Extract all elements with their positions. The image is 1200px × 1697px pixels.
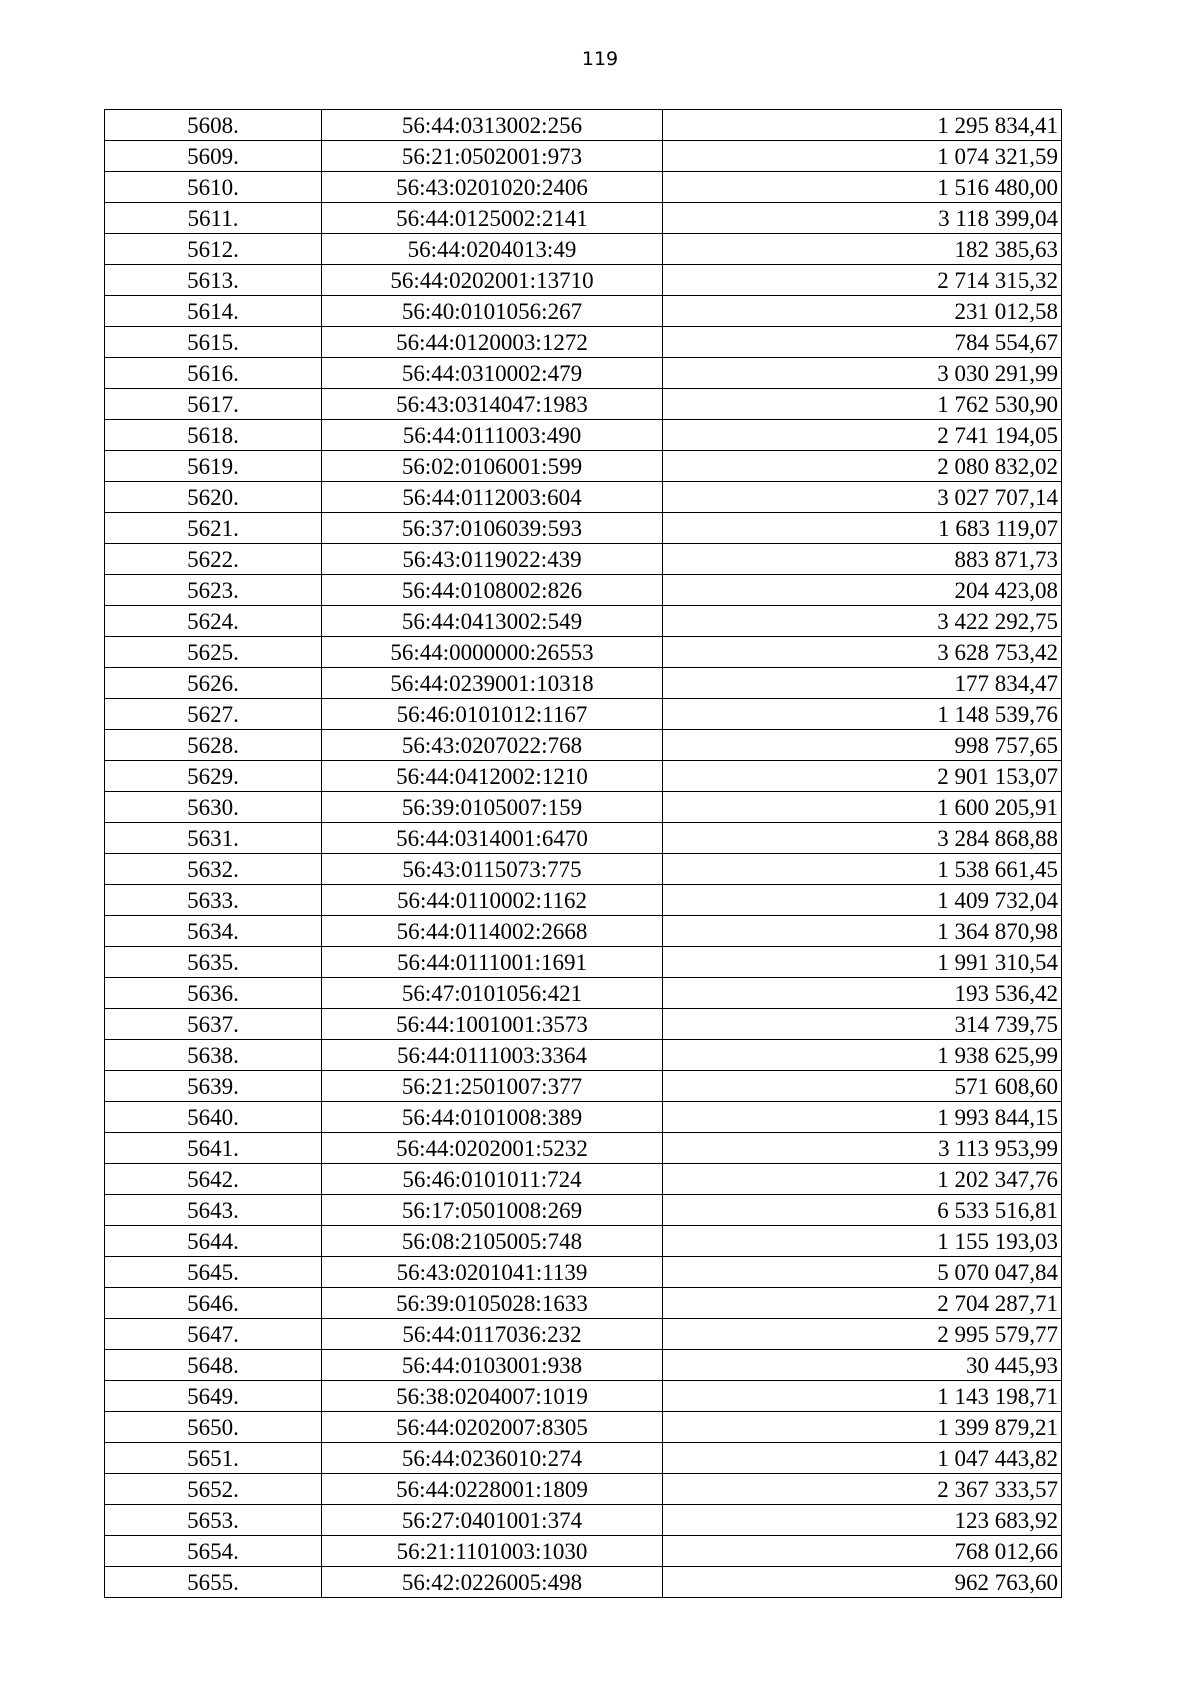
- cadastral-number-cell: 56:44:0202001:13710: [322, 265, 663, 296]
- cadastral-number-cell: 56:44:0112003:604: [322, 482, 663, 513]
- row-number-cell: 5636.: [105, 978, 322, 1009]
- cadastral-value-cell: 177 834,47: [663, 668, 1062, 699]
- table-row: [105, 544, 1062, 575]
- row-number-cell: 5626.: [105, 668, 322, 699]
- cadastral-value-cell: 193 536,42: [663, 978, 1062, 1009]
- row-number-cell: 5624.: [105, 606, 322, 637]
- cadastral-number-cell: 56:44:0000000:26553: [322, 637, 663, 668]
- cadastral-number-cell: 56:44:0202001:5232: [322, 1133, 663, 1164]
- row-number-cell: 5618.: [105, 420, 322, 451]
- cadastral-number-cell: 56:44:0101008:389: [322, 1102, 663, 1133]
- row-number-cell: 5613.: [105, 265, 322, 296]
- table-row: [105, 1567, 1062, 1598]
- row-number-cell: 5631.: [105, 823, 322, 854]
- cadastral-number-cell: 56:44:0111001:1691: [322, 947, 663, 978]
- cadastral-value-cell: 3 113 953,99: [663, 1133, 1062, 1164]
- cadastral-number-cell: 56:43:0314047:1983: [322, 389, 663, 420]
- cadastral-number-cell: 56:43:0207022:768: [322, 730, 663, 761]
- cadastral-number-cell: 56:44:0228001:1809: [322, 1474, 663, 1505]
- cadastral-value-cell: 1 399 879,21: [663, 1412, 1062, 1443]
- table-row: [105, 668, 1062, 699]
- cadastral-number-cell: 56:21:1101003:1030: [322, 1536, 663, 1567]
- row-number-cell: 5630.: [105, 792, 322, 823]
- table-row: [105, 1350, 1062, 1381]
- table-row: [105, 854, 1062, 885]
- cadastral-number-cell: 56:17:0501008:269: [322, 1195, 663, 1226]
- cadastral-value-cell: 1 538 661,45: [663, 854, 1062, 885]
- row-number-cell: 5638.: [105, 1040, 322, 1071]
- table-row: [105, 203, 1062, 234]
- table-row: [105, 1474, 1062, 1505]
- cadastral-value-cell: 123 683,92: [663, 1505, 1062, 1536]
- cadastral-number-cell: 56:43:0201041:1139: [322, 1257, 663, 1288]
- cadastral-value-cell: 1 762 530,90: [663, 389, 1062, 420]
- cadastral-number-cell: 56:44:0108002:826: [322, 575, 663, 606]
- cadastral-number-cell: 56:44:0239001:10318: [322, 668, 663, 699]
- table-row: [105, 513, 1062, 544]
- cadastral-number-cell: 56:39:0105007:159: [322, 792, 663, 823]
- row-number-cell: 5609.: [105, 141, 322, 172]
- table-row: [105, 1443, 1062, 1474]
- row-number-cell: 5615.: [105, 327, 322, 358]
- cadastral-value-cell: 6 533 516,81: [663, 1195, 1062, 1226]
- cadastral-value-cell: 182 385,63: [663, 234, 1062, 265]
- table-row: [105, 885, 1062, 916]
- cadastral-number-cell: 56:44:0117036:232: [322, 1319, 663, 1350]
- table-row: [105, 1071, 1062, 1102]
- cadastral-number-cell: 56:21:0502001:973: [322, 141, 663, 172]
- row-number-cell: 5640.: [105, 1102, 322, 1133]
- cadastral-value-cell: 1 143 198,71: [663, 1381, 1062, 1412]
- row-number-cell: 5616.: [105, 358, 322, 389]
- row-number-cell: 5653.: [105, 1505, 322, 1536]
- row-number-cell: 5629.: [105, 761, 322, 792]
- table-row: [105, 916, 1062, 947]
- table-body: [105, 110, 1062, 1598]
- cadastral-number-cell: 56:27:0401001:374: [322, 1505, 663, 1536]
- cadastral-value-cell: 5 070 047,84: [663, 1257, 1062, 1288]
- table-row: [105, 451, 1062, 482]
- row-number-cell: 5611.: [105, 203, 322, 234]
- cadastral-number-cell: 56:21:2501007:377: [322, 1071, 663, 1102]
- cadastral-value-cell: 784 554,67: [663, 327, 1062, 358]
- table-row: [105, 327, 1062, 358]
- row-number-cell: 5637.: [105, 1009, 322, 1040]
- row-number-cell: 5644.: [105, 1226, 322, 1257]
- row-number-cell: 5612.: [105, 234, 322, 265]
- cadastral-number-cell: 56:08:2105005:748: [322, 1226, 663, 1257]
- table-row: [105, 1381, 1062, 1412]
- table-row: [105, 761, 1062, 792]
- row-number-cell: 5614.: [105, 296, 322, 327]
- table-row: [105, 482, 1062, 513]
- cadastral-number-cell: 56:46:0101011:724: [322, 1164, 663, 1195]
- table-row: [105, 265, 1062, 296]
- cadastral-number-cell: 56:44:0204013:49: [322, 234, 663, 265]
- cadastral-number-cell: 56:42:0226005:498: [322, 1567, 663, 1598]
- cadastral-value-cell: 571 608,60: [663, 1071, 1062, 1102]
- cadastral-value-cell: 1 516 480,00: [663, 172, 1062, 203]
- cadastral-number-cell: 56:43:0115073:775: [322, 854, 663, 885]
- row-number-cell: 5655.: [105, 1567, 322, 1598]
- table-row: [105, 1040, 1062, 1071]
- table-row: [105, 1133, 1062, 1164]
- cadastral-value-cell: 3 628 753,42: [663, 637, 1062, 668]
- cadastral-number-cell: 56:44:0125002:2141: [322, 203, 663, 234]
- cadastral-number-cell: 56:44:0110002:1162: [322, 885, 663, 916]
- cadastral-number-cell: 56:47:0101056:421: [322, 978, 663, 1009]
- row-number-cell: 5648.: [105, 1350, 322, 1381]
- row-number-cell: 5642.: [105, 1164, 322, 1195]
- cadastral-number-cell: 56:44:0114002:2668: [322, 916, 663, 947]
- table-row: [105, 699, 1062, 730]
- cadastral-value-cell: 204 423,08: [663, 575, 1062, 606]
- cadastral-value-table: [104, 109, 1062, 1598]
- cadastral-value-cell: 2 704 287,71: [663, 1288, 1062, 1319]
- cadastral-number-cell: 56:43:0119022:439: [322, 544, 663, 575]
- cadastral-value-cell: 231 012,58: [663, 296, 1062, 327]
- cadastral-value-cell: 998 757,65: [663, 730, 1062, 761]
- row-number-cell: 5632.: [105, 854, 322, 885]
- row-number-cell: 5610.: [105, 172, 322, 203]
- table-row: [105, 234, 1062, 265]
- cadastral-value-cell: 1 047 443,82: [663, 1443, 1062, 1474]
- cadastral-number-cell: 56:44:0413002:549: [322, 606, 663, 637]
- cadastral-number-cell: 56:39:0105028:1633: [322, 1288, 663, 1319]
- cadastral-value-cell: 1 409 732,04: [663, 885, 1062, 916]
- table-row: [105, 1319, 1062, 1350]
- table-row: [105, 1257, 1062, 1288]
- cadastral-number-cell: 56:38:0204007:1019: [322, 1381, 663, 1412]
- cadastral-number-cell: 56:37:0106039:593: [322, 513, 663, 544]
- table-row: [105, 1412, 1062, 1443]
- cadastral-number-cell: 56:44:0314001:6470: [322, 823, 663, 854]
- table-row: [105, 389, 1062, 420]
- cadastral-value-cell: 1 202 347,76: [663, 1164, 1062, 1195]
- cadastral-value-cell: 1 991 310,54: [663, 947, 1062, 978]
- cadastral-number-cell: 56:44:0310002:479: [322, 358, 663, 389]
- table-row: [105, 947, 1062, 978]
- cadastral-number-cell: 56:44:0111003:490: [322, 420, 663, 451]
- row-number-cell: 5625.: [105, 637, 322, 668]
- table-row: [105, 172, 1062, 203]
- row-number-cell: 5635.: [105, 947, 322, 978]
- row-number-cell: 5627.: [105, 699, 322, 730]
- row-number-cell: 5639.: [105, 1071, 322, 1102]
- cadastral-number-cell: 56:44:0236010:274: [322, 1443, 663, 1474]
- row-number-cell: 5608.: [105, 110, 322, 141]
- row-number-cell: 5652.: [105, 1474, 322, 1505]
- row-number-cell: 5651.: [105, 1443, 322, 1474]
- cadastral-value-cell: 1 364 870,98: [663, 916, 1062, 947]
- table-row: [105, 792, 1062, 823]
- table-row: [105, 978, 1062, 1009]
- cadastral-value-cell: 1 993 844,15: [663, 1102, 1062, 1133]
- table-row: [105, 1164, 1062, 1195]
- row-number-cell: 5621.: [105, 513, 322, 544]
- row-number-cell: 5619.: [105, 451, 322, 482]
- table-row: [105, 1226, 1062, 1257]
- table-row: [105, 1536, 1062, 1567]
- table-row: [105, 141, 1062, 172]
- row-number-cell: 5620.: [105, 482, 322, 513]
- table-row: [105, 575, 1062, 606]
- cadastral-number-cell: 56:40:0101056:267: [322, 296, 663, 327]
- table-row: [105, 730, 1062, 761]
- row-number-cell: 5641.: [105, 1133, 322, 1164]
- row-number-cell: 5633.: [105, 885, 322, 916]
- row-number-cell: 5650.: [105, 1412, 322, 1443]
- row-number-cell: 5646.: [105, 1288, 322, 1319]
- cadastral-value-cell: 3 118 399,04: [663, 203, 1062, 234]
- table-row: [105, 1102, 1062, 1133]
- row-number-cell: 5623.: [105, 575, 322, 606]
- cadastral-number-cell: 56:44:0313002:256: [322, 110, 663, 141]
- cadastral-value-cell: 3 422 292,75: [663, 606, 1062, 637]
- cadastral-number-cell: 56:44:0120003:1272: [322, 327, 663, 358]
- cadastral-value-cell: 3 027 707,14: [663, 482, 1062, 513]
- cadastral-number-cell: 56:44:0111003:3364: [322, 1040, 663, 1071]
- cadastral-value-cell: 2 741 194,05: [663, 420, 1062, 451]
- cadastral-value-cell: 962 763,60: [663, 1567, 1062, 1598]
- cadastral-number-cell: 56:44:0412002:1210: [322, 761, 663, 792]
- row-number-cell: 5628.: [105, 730, 322, 761]
- cadastral-value-cell: 2 714 315,32: [663, 265, 1062, 296]
- cadastral-value-cell: 2 367 333,57: [663, 1474, 1062, 1505]
- table-row: [105, 1505, 1062, 1536]
- cadastral-number-cell: 56:02:0106001:599: [322, 451, 663, 482]
- cadastral-value-cell: 30 445,93: [663, 1350, 1062, 1381]
- table-row: [105, 637, 1062, 668]
- table-row: [105, 110, 1062, 141]
- row-number-cell: 5617.: [105, 389, 322, 420]
- row-number-cell: 5647.: [105, 1319, 322, 1350]
- table-row: [105, 823, 1062, 854]
- cadastral-number-cell: 56:46:0101012:1167: [322, 699, 663, 730]
- cadastral-value-cell: 1 148 539,76: [663, 699, 1062, 730]
- cadastral-value-cell: 1 295 834,41: [663, 110, 1062, 141]
- cadastral-value-cell: 1 600 205,91: [663, 792, 1062, 823]
- cadastral-number-cell: 56:44:1001001:3573: [322, 1009, 663, 1040]
- page-number: 119: [581, 48, 619, 70]
- cadastral-value-cell: 1 155 193,03: [663, 1226, 1062, 1257]
- cadastral-value-cell: 883 871,73: [663, 544, 1062, 575]
- row-number-cell: 5643.: [105, 1195, 322, 1226]
- table-row: [105, 420, 1062, 451]
- cadastral-value-cell: 1 074 321,59: [663, 141, 1062, 172]
- table-row: [105, 606, 1062, 637]
- cadastral-value-cell: 3 284 868,88: [663, 823, 1062, 854]
- cadastral-number-cell: 56:44:0103001:938: [322, 1350, 663, 1381]
- table-row: [105, 296, 1062, 327]
- table-row: [105, 358, 1062, 389]
- cadastral-value-cell: 314 739,75: [663, 1009, 1062, 1040]
- cadastral-value-cell: 1 938 625,99: [663, 1040, 1062, 1071]
- table-row: [105, 1288, 1062, 1319]
- row-number-cell: 5649.: [105, 1381, 322, 1412]
- cadastral-value-cell: 1 683 119,07: [663, 513, 1062, 544]
- table-row: [105, 1195, 1062, 1226]
- row-number-cell: 5645.: [105, 1257, 322, 1288]
- row-number-cell: 5634.: [105, 916, 322, 947]
- cadastral-value-cell: 2 901 153,07: [663, 761, 1062, 792]
- cadastral-value-cell: 2 080 832,02: [663, 451, 1062, 482]
- cadastral-value-cell: 2 995 579,77: [663, 1319, 1062, 1350]
- row-number-cell: 5622.: [105, 544, 322, 575]
- cadastral-value-cell: 3 030 291,99: [663, 358, 1062, 389]
- table-row: [105, 1009, 1062, 1040]
- cadastral-number-cell: 56:43:0201020:2406: [322, 172, 663, 203]
- cadastral-value-cell: 768 012,66: [663, 1536, 1062, 1567]
- row-number-cell: 5654.: [105, 1536, 322, 1567]
- cadastral-number-cell: 56:44:0202007:8305: [322, 1412, 663, 1443]
